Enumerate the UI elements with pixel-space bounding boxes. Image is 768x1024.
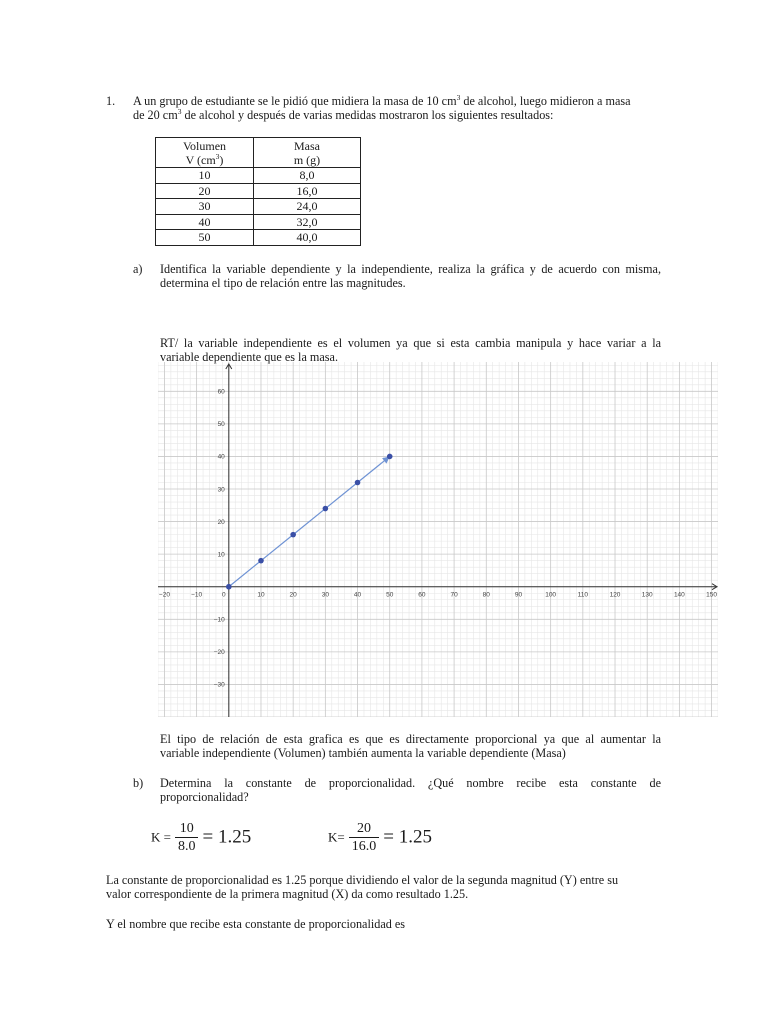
x-tick-label: 20 xyxy=(289,591,297,599)
proportionality-chart xyxy=(158,362,718,717)
conclusion-line-2: valor correspondiente de la primera magnitud (X) da como resultado 1.25. xyxy=(106,887,469,901)
y-tick-label: 10 xyxy=(217,551,225,559)
question-line-1 xyxy=(133,94,631,109)
x-tick-label: 80 xyxy=(482,591,490,599)
answer-a-line-2: variable dependiente que es la masa. xyxy=(160,350,338,364)
table-row xyxy=(156,199,361,215)
header-unit-end: ) xyxy=(219,152,224,167)
table-header-row xyxy=(156,138,361,168)
y-tick-label: −30 xyxy=(213,681,225,689)
numerator: 10 xyxy=(179,821,194,836)
header-unit: V (cm xyxy=(185,152,216,167)
part-a-label: a) xyxy=(133,262,143,276)
table-cell: 8,0 xyxy=(254,168,361,184)
part-b-line-2: proporcionalidad? xyxy=(160,790,249,804)
denominator: 8.0 xyxy=(175,837,199,855)
answer-a-line-1: RT/ la variable independiente es el volumen ya que si esta cambia manipula y hace variar a la xyxy=(160,336,661,350)
header-label: Masa xyxy=(294,138,320,153)
table-row xyxy=(156,214,361,230)
formula-1 xyxy=(151,820,251,855)
x-tick-label: −10 xyxy=(191,591,203,599)
data-point xyxy=(226,584,232,590)
last-line: Y el nombre que recibe esta constante de proporcionalidad es xyxy=(106,917,406,931)
data-point xyxy=(258,558,264,564)
table-header-volume xyxy=(156,138,254,168)
x-tick-label: 50 xyxy=(386,591,394,599)
question-line-2 xyxy=(133,108,553,123)
x-tick-label: 30 xyxy=(321,591,329,599)
numerator: 20 xyxy=(356,821,371,836)
formula-k-label: K= xyxy=(328,829,345,845)
y-tick-label: 50 xyxy=(217,421,225,429)
table-header-mass xyxy=(254,138,361,168)
table-cell: 20 xyxy=(156,183,254,199)
x-tick-label: 60 xyxy=(418,591,426,599)
x-tick-label: 10 xyxy=(257,591,265,599)
question-number: 1. xyxy=(106,94,116,108)
question-line-2-text: de 20 cm xyxy=(133,108,178,122)
superscript: 3 xyxy=(456,93,461,102)
x-tick-label: −20 xyxy=(158,591,170,599)
formula-2 xyxy=(328,820,432,855)
formula-result: = 1.25 xyxy=(202,826,252,848)
grid-major xyxy=(158,362,718,717)
header-label: Volumen xyxy=(182,138,227,153)
question-line-1-text-end: de alcohol, luego midieron a masa xyxy=(460,94,631,108)
y-tick-label: 20 xyxy=(217,518,225,526)
table-cell: 50 xyxy=(156,230,254,246)
part-a-line-1: Identifica la variable dependiente y la independiente, realiza la gráfica y de acuerdo con misma, xyxy=(160,262,661,276)
conclusion-line-1: La constante de proporcionalidad es 1.25 porque dividiendo el valor de la segunda magnitud (Y) entre su xyxy=(106,873,619,887)
relation-line-2: variable independiente (Volumen) también aumenta la variable dependiente (Masa) xyxy=(160,746,566,760)
y-tick-label: −10 xyxy=(213,616,225,624)
x-tick-label: 150 xyxy=(706,591,717,599)
table-row xyxy=(156,230,361,246)
question-line-1-text: A un grupo de estudiante se le pidió que midiera la masa de 10 cm xyxy=(133,94,457,108)
x-tick-label: 140 xyxy=(673,591,685,599)
part-b-label: b) xyxy=(133,776,144,790)
x-tick-label: 130 xyxy=(641,591,653,599)
table-row xyxy=(156,168,361,184)
data-point xyxy=(355,480,361,486)
relation-line-1: El tipo de relación de esta grafica es que es directamente proporcional ya que al aumentar la xyxy=(160,732,661,746)
table-cell: 40 xyxy=(156,214,254,230)
x-tick-label: 40 xyxy=(353,591,362,599)
fraction xyxy=(349,820,380,855)
table-cell: 24,0 xyxy=(254,199,361,215)
grid-minor xyxy=(158,362,718,717)
question-line-2-text-end: de alcohol y después de varias medidas mostraron los siguientes resultados: xyxy=(181,108,554,122)
superscript: 3 xyxy=(215,151,220,161)
table-cell: 30 xyxy=(156,199,254,215)
table-row xyxy=(156,183,361,199)
formula-result: = 1.25 xyxy=(383,826,432,848)
part-b-line-1: Determina la constante de proporcionalidad. ¿Qué nombre recibe esta constante de xyxy=(160,776,661,790)
y-tick-label: 60 xyxy=(217,388,225,396)
denominator: 16.0 xyxy=(349,837,380,855)
x-tick-label: 120 xyxy=(609,591,621,599)
fraction xyxy=(175,820,199,855)
superscript: 3 xyxy=(177,107,182,116)
table-cell: 16,0 xyxy=(254,183,361,199)
data-table xyxy=(155,137,361,246)
x-tick-label: 110 xyxy=(577,591,589,599)
table-cell: 32,0 xyxy=(254,214,361,230)
x-tick-label: 0 xyxy=(221,591,226,599)
y-tick-label: 30 xyxy=(217,486,225,494)
y-tick-label: −20 xyxy=(213,649,225,657)
table-cell: 40,0 xyxy=(254,230,361,246)
data-point xyxy=(387,454,393,460)
y-tick-label: 40 xyxy=(217,453,225,461)
x-tick-label: 90 xyxy=(514,591,523,599)
formula-k-label: K = xyxy=(151,829,171,845)
x-tick-label: 70 xyxy=(450,591,458,599)
tick-labels xyxy=(159,389,717,689)
table-cell: 10 xyxy=(156,168,254,184)
data-point xyxy=(290,532,296,538)
x-tick-label: 100 xyxy=(545,591,557,599)
part-a-line-2: determina el tipo de relación entre las magnitudes. xyxy=(160,276,406,290)
data-point xyxy=(323,506,329,512)
header-unit: m (g) xyxy=(293,152,321,167)
